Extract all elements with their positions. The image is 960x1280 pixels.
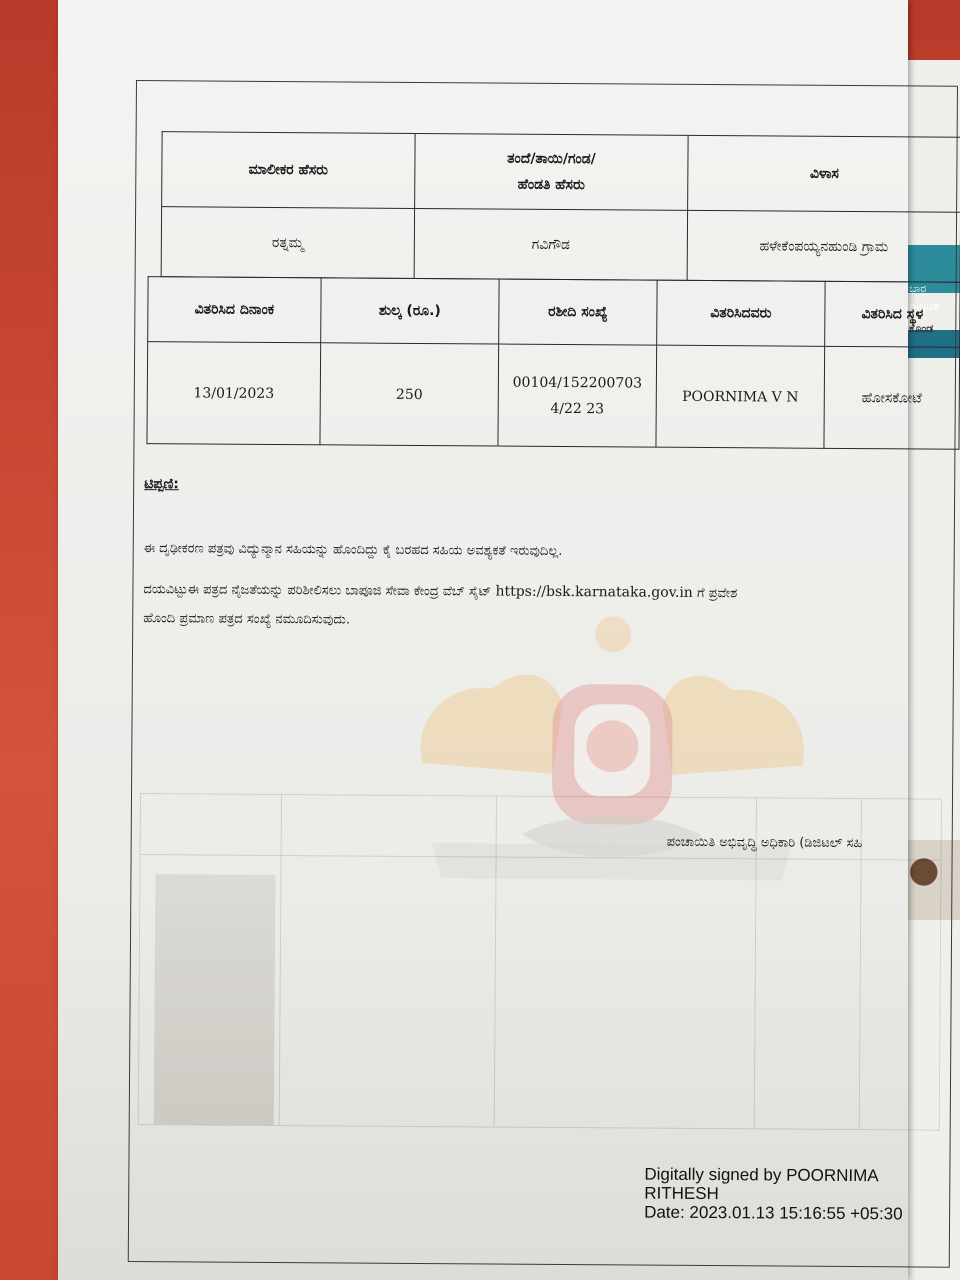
- owner-name-header: ಮಾಲೀಕರ ಹೆಸರು: [162, 132, 416, 209]
- issue-date-header: ವಿತರಿಸಿದ ದಿನಾಂಕ: [148, 277, 321, 343]
- signature-date: Date: 2023.01.13 15:16:55 +05:30: [644, 1202, 903, 1224]
- issue-table: [146, 276, 960, 450]
- address-header: ವಿಳಾಸ: [688, 135, 960, 212]
- owner-table: [161, 131, 960, 283]
- page-frame: [128, 80, 958, 1268]
- relative-name-header: [415, 133, 689, 210]
- faded-column: [494, 797, 497, 1127]
- issued-by-value: POORNIMA V N: [656, 345, 825, 448]
- officer-title: ಪಂಚಾಯಿತಿ ಅಭಿವೃದ್ಧಿ ಅಧಿಕಾರಿ (ಡಿಜಿಟಲ್ ಸಹಿ: [666, 834, 863, 852]
- relative-name-header-line2: ಹೆಂಡತಿ ಹೆಸರು: [517, 176, 585, 194]
- note-line-2-prefix: ದಯವಿಟ್ಟುಈ ಪತ್ರದ ನೈಜತೆಯನ್ನು ಪರಿಶೀಲಿಸಲು ಬಾಪೂಜಿ ಸೇವಾ ಕೇಂದ್ರ ವೆಬ್ ಸೈಟ್: [143, 582, 492, 600]
- issued-by-header: ವಿತರಿಸಿದವರು: [657, 280, 825, 346]
- receipt-number-header: ರಶೀದಿ ಸಂಖ್ಯೆ: [499, 279, 657, 345]
- fee-value: 250: [320, 343, 499, 446]
- note-line-1: ಈ ದೃಢೀಕರಣ ಪತ್ರವು ವಿದ್ಯುನ್ಮಾನ ಸಹಿಯನ್ನು ಹೊಂದಿದ್ದು ಕೈ ಬರಹದ ಸಹಿಯ ಅವಶ್ಯಕತೆ ಇರುವುದಿಲ್ಲ.: [143, 541, 563, 559]
- note-line-3: ಹೊಂದಿ ಪ್ರಮಾಣ ಪತ್ರದ ಸಂಖ್ಯೆ ನಮೂದಿಸುವುದು.: [143, 611, 351, 628]
- note-line-2: [143, 581, 737, 601]
- signature-line-1: Digitally signed by POORNIMA: [644, 1164, 879, 1186]
- note-title: ಟಿಪ್ಪಣಿ:: [144, 476, 179, 493]
- signature-line-2: RITHESH: [644, 1183, 719, 1204]
- faded-column: [279, 795, 282, 1125]
- issue-date-value: 13/01/2023: [147, 342, 321, 445]
- issued-place-value: ಹೋಸಕೋಟೆ: [824, 346, 960, 449]
- verification-url[interactable]: https://bsk.karnataka.gov.in: [495, 583, 693, 601]
- receipt-number-line1: 00104/152200703: [512, 374, 643, 392]
- fee-header: ಶುಲ್ಕ (ರೂ.): [321, 278, 499, 344]
- address-value: ಹಳೇಕೆಂಪಯ್ಯನಹುಂಡಿ ಗ್ರಾಮ: [687, 210, 960, 282]
- side-document-text: ಕೊಂಡ: [909, 322, 934, 335]
- receipt-number-line2: 4/22 23: [550, 400, 605, 417]
- faded-row: [141, 854, 941, 861]
- relative-name-header-line1: ತಂದೆ/ತಾಯಿ/ಗಂಡ/: [507, 150, 596, 168]
- faded-photo: [154, 874, 276, 1125]
- note-line-2-suffix: ಗೆ ಪ್ರವೇಶ: [696, 585, 738, 602]
- relative-name-value: ಗವಿಗೌಡ: [414, 208, 687, 280]
- receipt-number-value: [498, 344, 657, 447]
- digital-signature: [644, 1165, 903, 1224]
- issued-place-header: ವಿತರಿಸಿದ ಸ್ಥಳ: [825, 281, 960, 347]
- side-document-text: nique: [909, 300, 940, 313]
- owner-name-value: ರತ್ನಮ್ಮ: [161, 207, 414, 279]
- side-document-text: ಭಾರ: [909, 282, 927, 295]
